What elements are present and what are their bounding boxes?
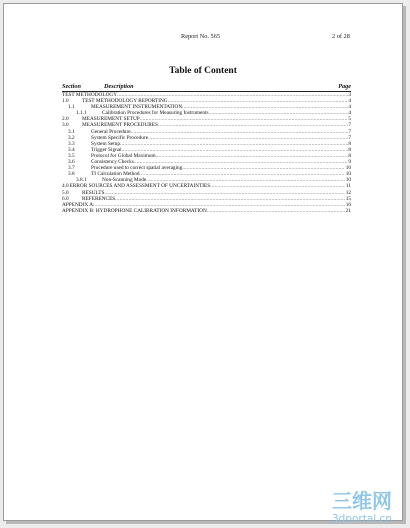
toc-entry-title: MEASUREMENT SETUP: [82, 116, 140, 123]
toc-entry-title: Consistency Checks: [91, 159, 134, 166]
toc-entry-title: ERROR SOURCES AND ASSESSMENT OF UNCERTAINTIES: [69, 183, 211, 190]
document-page: [3, 3, 403, 525]
toc-entry-number: 3.6: [68, 159, 75, 166]
toc-entry-page: 8: [348, 152, 351, 159]
toc-entry-page: 7: [348, 134, 351, 141]
toc-entry-page: 5: [348, 116, 351, 123]
toc-entry-page: 15: [345, 195, 351, 202]
toc-entry-number: 3.7: [68, 165, 75, 172]
toc-entry-number: 1.0: [62, 98, 69, 105]
toc-entry-number: 3.8: [68, 171, 75, 178]
report-number: Report No. 565: [181, 33, 221, 40]
toc-header-row: [62, 83, 351, 91]
toc-entry-page: 11: [345, 183, 351, 190]
toc-entry-title: Calibration Procedures for Measuring Instruments: [102, 110, 209, 117]
toc-entry-page: 21: [345, 207, 351, 214]
toc-entry-number: 3.2: [68, 134, 75, 141]
page-counter: 2 of 28: [332, 33, 350, 40]
toc-entry-number: 3.4: [68, 146, 75, 153]
toc-leader-dots: [207, 208, 345, 214]
toc-entry-page: 16: [345, 201, 351, 208]
table-of-contents: [62, 83, 351, 214]
toc-entry-page: 10: [345, 177, 351, 184]
toc-entry-title: APPENDIX A:: [62, 201, 95, 208]
watermark-top-text: 三维网: [332, 489, 392, 513]
toc-entry-page: 4: [348, 98, 351, 105]
toc-entry-page: 8: [348, 146, 351, 153]
toc-entry-page: 4: [348, 110, 351, 117]
toc-entry-page: 4: [348, 104, 351, 111]
toc-entry-title: Protocol for Global Maximum: [91, 152, 156, 159]
toc-entry-title: System Setup: [91, 140, 120, 147]
toc-entry-title: MEASUREMENT PROCEDURES: [82, 122, 158, 129]
toc-entry-number: 3.1: [68, 128, 75, 135]
toc-entry-title: MEASUREMENT INSTRUMENTATION: [91, 104, 183, 111]
toc-entry-number: 5.0: [62, 189, 69, 196]
toc-entry-page: 7: [348, 122, 351, 129]
toc-entry-page: 9: [348, 159, 351, 166]
toc-entry-title: Procedure used to correct spatial averaging: [91, 165, 183, 172]
toc-entry-number: 2.0: [62, 116, 69, 123]
watermark-logo: [310, 484, 406, 528]
toc-entry-page: 7: [348, 128, 351, 135]
toc-entry-title: Trigger Signal: [91, 146, 122, 153]
toc-entry-title: Non-Scanning Mode: [102, 177, 147, 184]
toc-entry-number: 3.8.1: [76, 177, 87, 184]
toc-entry-title: TEST METHODOLOGY: [62, 92, 118, 98]
toc-entry-page: 10: [345, 165, 351, 172]
watermark-bottom-text: 3dportal.cn: [332, 513, 392, 525]
toc-entry-number: 3.3: [68, 140, 75, 147]
toc-entry-page: 12: [345, 189, 351, 196]
toc-entry-title: TI Calculation Method: [91, 171, 140, 178]
toc-entry-title: RESULTS: [82, 189, 105, 196]
page-shadow-right: [403, 6, 406, 524]
col-description-header: Description: [104, 83, 134, 90]
toc-entry-title: APPENDIX B: HYDROPHONE CALIBRATION INFORMATION: [62, 207, 207, 214]
toc-entry-page: 10: [345, 171, 351, 178]
toc-entry-title: TEST METHODOLOGY REPORTING: [82, 98, 168, 105]
toc-entry-page: 3: [348, 92, 351, 98]
col-section-header: Section: [62, 83, 81, 90]
toc-entry-title: General Procedure: [91, 128, 131, 135]
toc-entry-number: 4.0: [62, 183, 69, 190]
toc-entry-number: 1.1.1: [76, 110, 87, 117]
toc-entries: [62, 92, 351, 214]
toc-entry-number: 3.5: [68, 152, 75, 159]
toc-entry-title: REFERENCES: [82, 195, 116, 202]
toc-entry-number: 3.0: [62, 122, 69, 129]
toc-entry-title: System Specific Procedure: [91, 134, 149, 141]
toc-title: Table of Content: [169, 66, 237, 76]
toc-entry[interactable]: [62, 208, 351, 214]
col-page-header: Page: [338, 83, 351, 90]
toc-entry-number: 1.1: [68, 104, 75, 111]
toc-entry-number: 6.0: [62, 195, 69, 202]
toc-entry-page: 8: [348, 140, 351, 147]
